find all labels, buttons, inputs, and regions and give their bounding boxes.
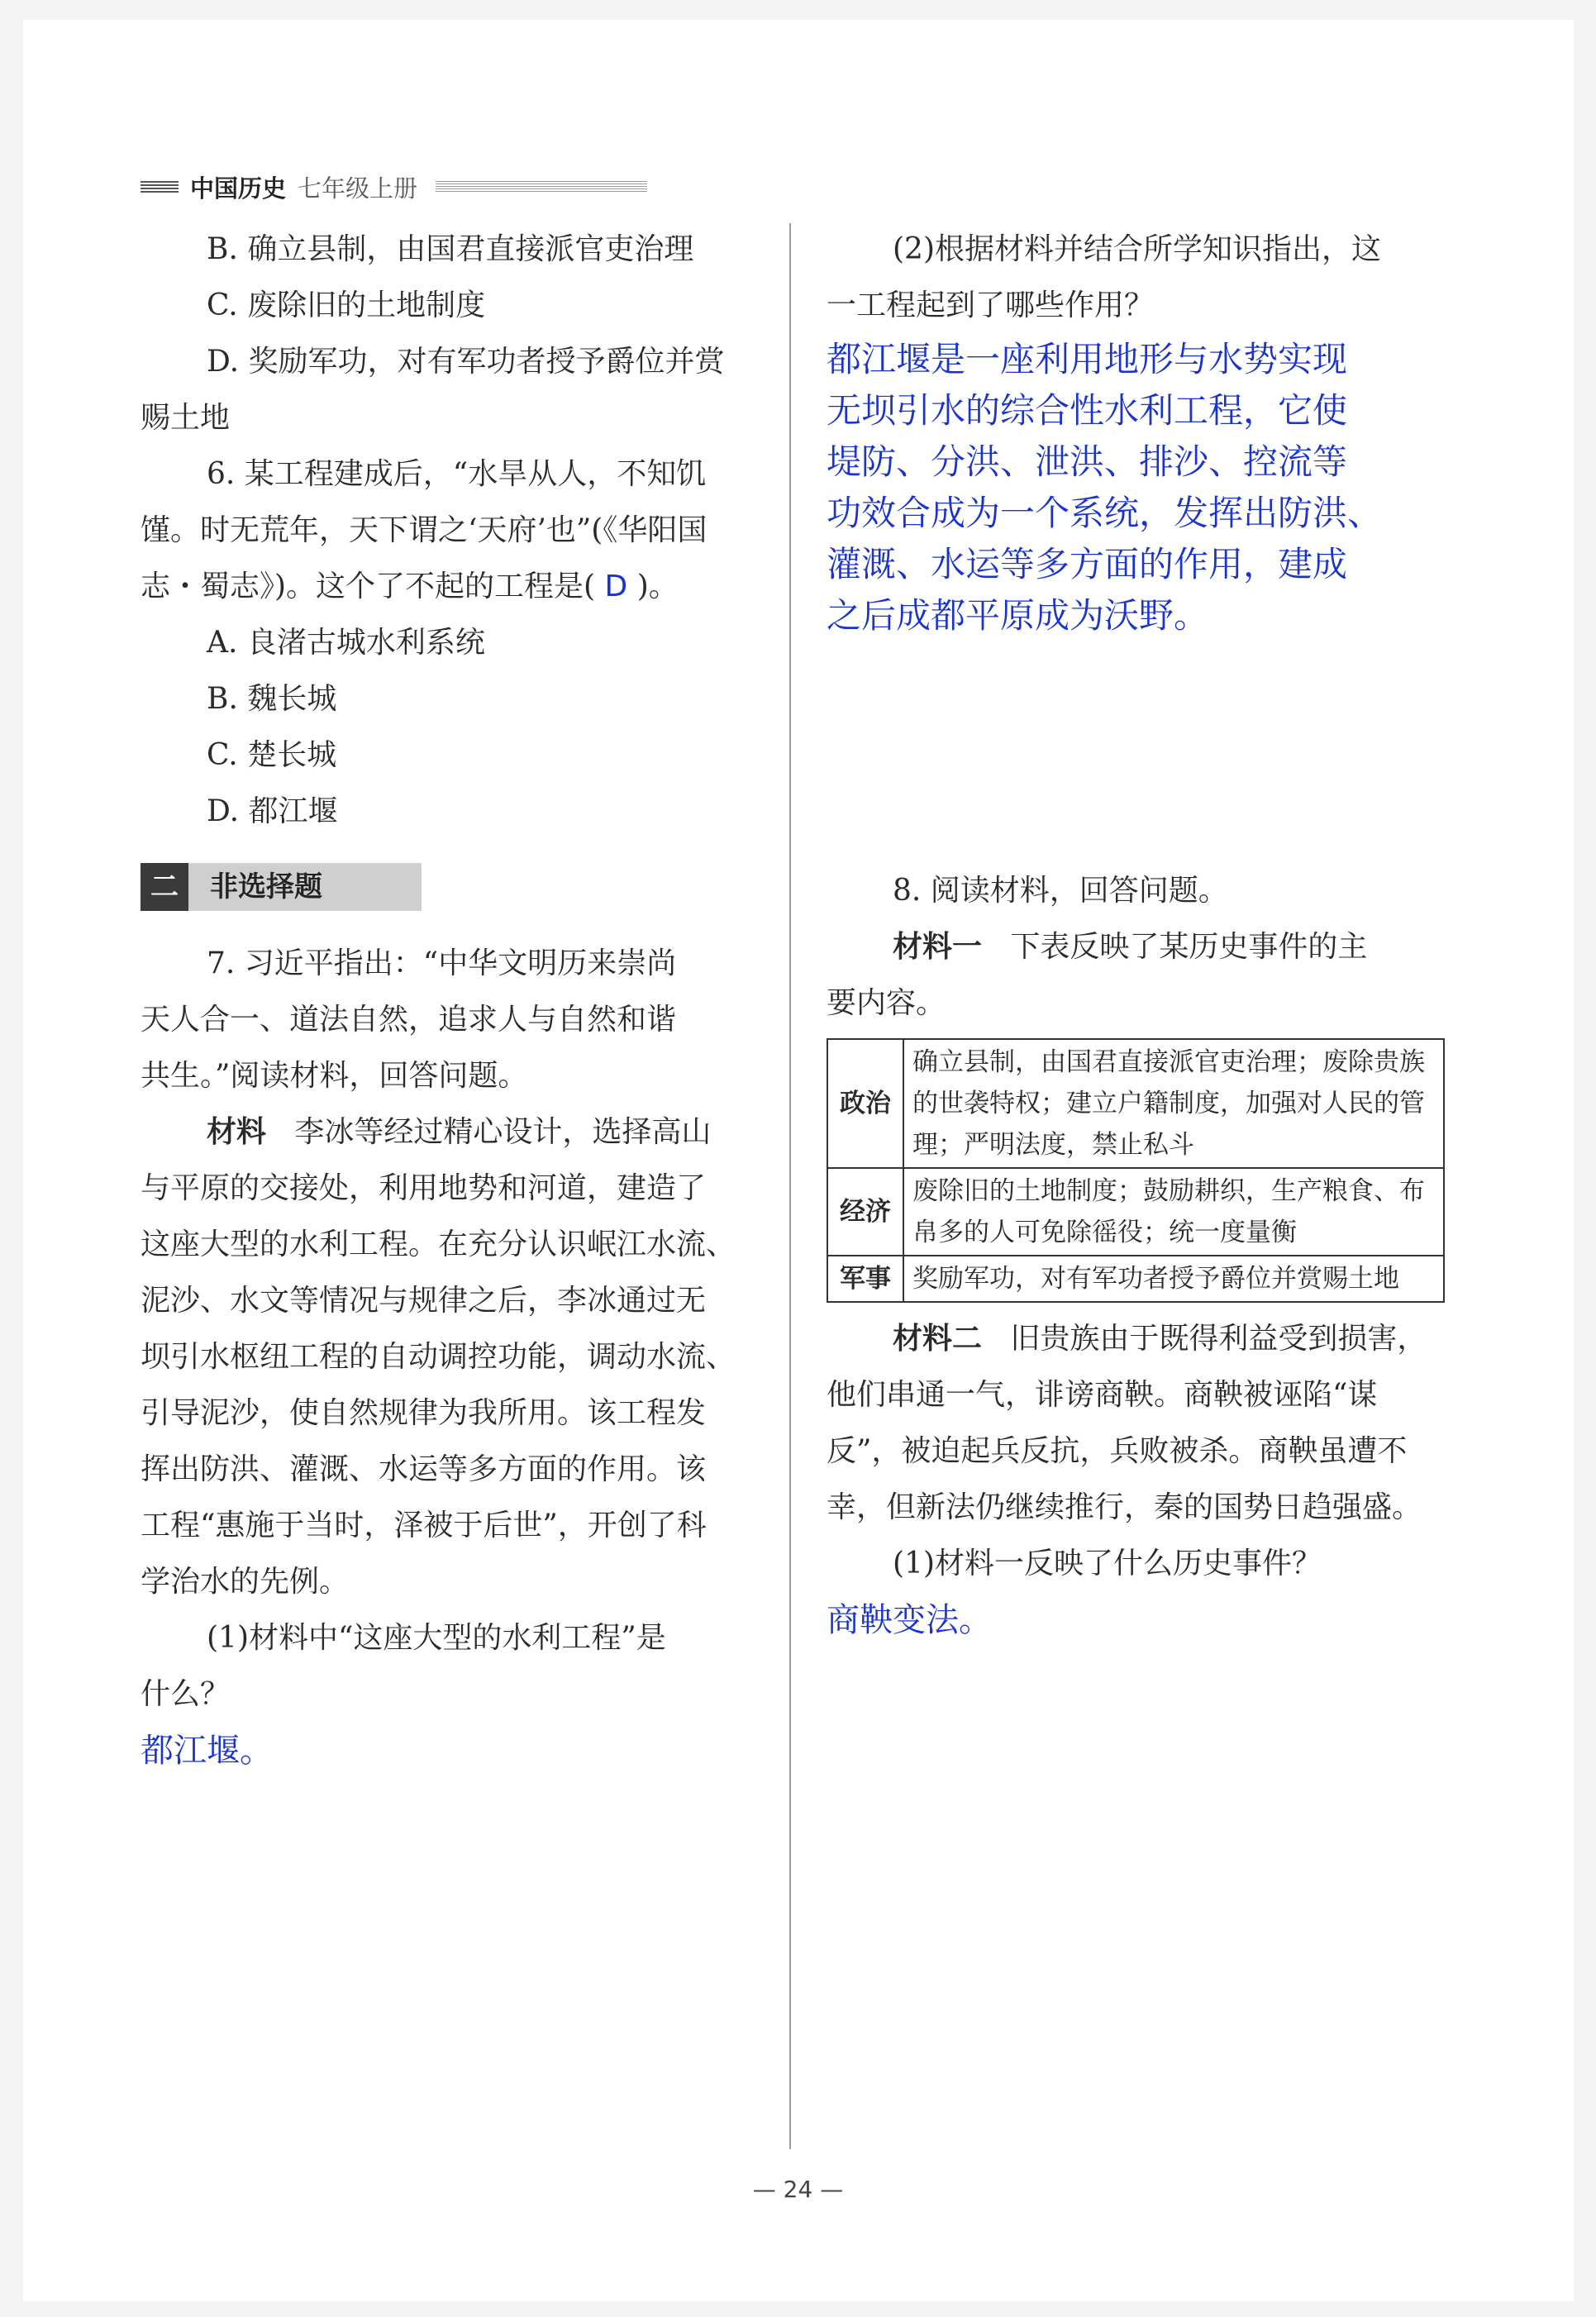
q8-material2-text: 旧贵族由于既得利益受到损害， (1010, 1322, 1427, 1356)
q7-sub2-answer-line: 都江堰是一座利用地形与水势实现 (827, 339, 1348, 379)
table-row-value: 废除旧的土地制度；鼓励耕织，生产粮食、布帛多的人可免除徭役；统一度量衡 (903, 1168, 1444, 1256)
q6-stem-text: 志・蜀志》)。这个了不起的工程是( (141, 570, 596, 603)
q6-option-d: D. 都江堰 (207, 794, 338, 828)
q5-option-c: C. 废除旧的土地制度 (207, 288, 486, 322)
q8-material-table (827, 1038, 1445, 1303)
header-title: 中国历史 (190, 174, 287, 203)
q8-sub1: (1)材料一反映了什么历史事件？ (893, 1547, 1322, 1580)
q7-stem-line: 天人合一、道法自然，追求人与自然和谐 (141, 1003, 677, 1037)
q5-option-b: B. 确立县制，由国君直接派官吏治理 (207, 232, 694, 266)
q6-answer: D (604, 570, 628, 603)
q7-material-line: 学治水的先例。 (141, 1565, 350, 1599)
q7-stem-line: 共生。”阅读材料，回答问题。 (141, 1059, 528, 1093)
q8-material1-label: 材料一 (893, 930, 983, 964)
q7-sub1-line: 什么？ (141, 1677, 231, 1711)
table-row-value: 奖励军功，对有军功者授予爵位并赏赐土地 (903, 1256, 1444, 1302)
q8-material1-text: 下表反映了某历史事件的主 (1010, 930, 1368, 964)
q7-material-line: 挥出防洪、灌溉、水运等多方面的作用。该 (141, 1452, 707, 1486)
q8-material2-line: 幸，但新法仍继续推行，秦的国势日趋强盛。 (827, 1490, 1422, 1524)
q7-material-text: 李冰等经过精心设计，选择高山 (294, 1115, 712, 1149)
page-header (141, 170, 647, 203)
q7-sub2-answer-line: 无坝引水的综合性水利工程，它使 (827, 390, 1348, 431)
q8-sub1-answer: 商鞅变法。 (827, 1601, 992, 1639)
q7-sub1-answer: 都江堰。 (141, 1732, 273, 1770)
q5-option-d-cont: 赐土地 (141, 401, 231, 435)
q7-material-first-line (141, 1104, 760, 1161)
q7-sub2-answer-line: 堤防、分洪、泄洪、排沙、控流等 (827, 441, 1348, 482)
q7-sub2-answer-line: 功效合成为一个系统，发挥出防洪、 (827, 493, 1383, 533)
q7-sub2-line: (2)根据材料并结合所学知识指出，这 (893, 232, 1381, 266)
q8-material2-first-line (827, 1311, 1455, 1367)
section-number: 二 (141, 863, 188, 911)
right-column (827, 222, 1455, 1648)
q8-material1-line: 要内容。 (827, 986, 946, 1020)
q7-sub1-line: (1)材料中“这座大型的水利工程”是 (207, 1621, 666, 1655)
q8-stem: 8. 阅读材料，回答问题。 (893, 874, 1228, 908)
q6-stem-line: 馑。时无荒年，天下谓之‘天府’也”(《华阳国 (141, 513, 707, 547)
q7-material-line: 坝引水枢纽工程的自动调控功能，调动水流、 (141, 1340, 736, 1374)
header-rule-decoration (436, 181, 647, 193)
q8-material2-label: 材料二 (893, 1322, 983, 1356)
table-row-key: 政治 (827, 1039, 903, 1168)
table-row (827, 1256, 1444, 1302)
q8-material2-line: 反”，被迫起兵反抗，兵败被杀。商鞅虽遭不 (827, 1434, 1408, 1468)
q7-sub2-answer-line: 之后成都平原成为沃野。 (827, 595, 1209, 636)
q7-material-line: 泥沙、水文等情况与规律之后，李冰通过无 (141, 1284, 707, 1318)
section-heading (141, 863, 422, 911)
column-divider (789, 223, 791, 2149)
q7-sub2-answer-line: 灌溉、水运等多方面的作用，建成 (827, 544, 1348, 584)
q6-stem-end: )。 (636, 570, 679, 603)
q5-option-d: D. 奖励军功，对有军功者授予爵位并赏 (207, 345, 725, 379)
table-row (827, 1039, 1444, 1168)
q7-material-label: 材料 (207, 1115, 267, 1149)
section-title: 非选择题 (210, 870, 322, 903)
q6-stem-line-last (141, 559, 760, 615)
table-row-key: 经济 (827, 1168, 903, 1256)
q8-material1-first-line (827, 919, 1455, 975)
page-number: — 24 — (752, 2176, 844, 2203)
q7-material-line: 这座大型的水利工程。在充分认识岷江水流、 (141, 1228, 736, 1261)
q7-material-line: 工程“惠施于当时，泽被于后世”，开创了科 (141, 1509, 707, 1542)
header-bar-decoration (141, 181, 179, 193)
q8-material2-line: 他们串通一气，诽谤商鞅。商鞅被诬陷“谋 (827, 1378, 1378, 1412)
q7-stem-line: 7. 习近平指出：“中华文明历来崇尚 (207, 946, 677, 980)
table-row (827, 1168, 1444, 1256)
q7-material-line: 与平原的交接处，利用地势和河道，建造了 (141, 1171, 707, 1205)
q6-stem-line: 6. 某工程建成后，“水旱从人，不知饥 (207, 457, 707, 491)
table-row-key: 军事 (827, 1256, 903, 1302)
q6-option-c: C. 楚长城 (207, 738, 337, 772)
table-row-value: 确立县制，由国君直接派官吏治理；废除贵族的世袭特权；建立户籍制度，加强对人民的管理；严明法度，禁止私斗 (903, 1039, 1444, 1168)
q6-option-a: A. 良渚古城水利系统 (207, 626, 485, 660)
q6-option-b: B. 魏长城 (207, 682, 337, 716)
left-column (141, 222, 760, 1779)
header-subtitle: 七年级上册 (298, 174, 418, 203)
q7-material-line: 引导泥沙，使自然规律为我所用。该工程发 (141, 1396, 707, 1430)
q7-sub2-line: 一工程起到了哪些作用？ (827, 288, 1155, 322)
answer-space (827, 641, 1455, 863)
